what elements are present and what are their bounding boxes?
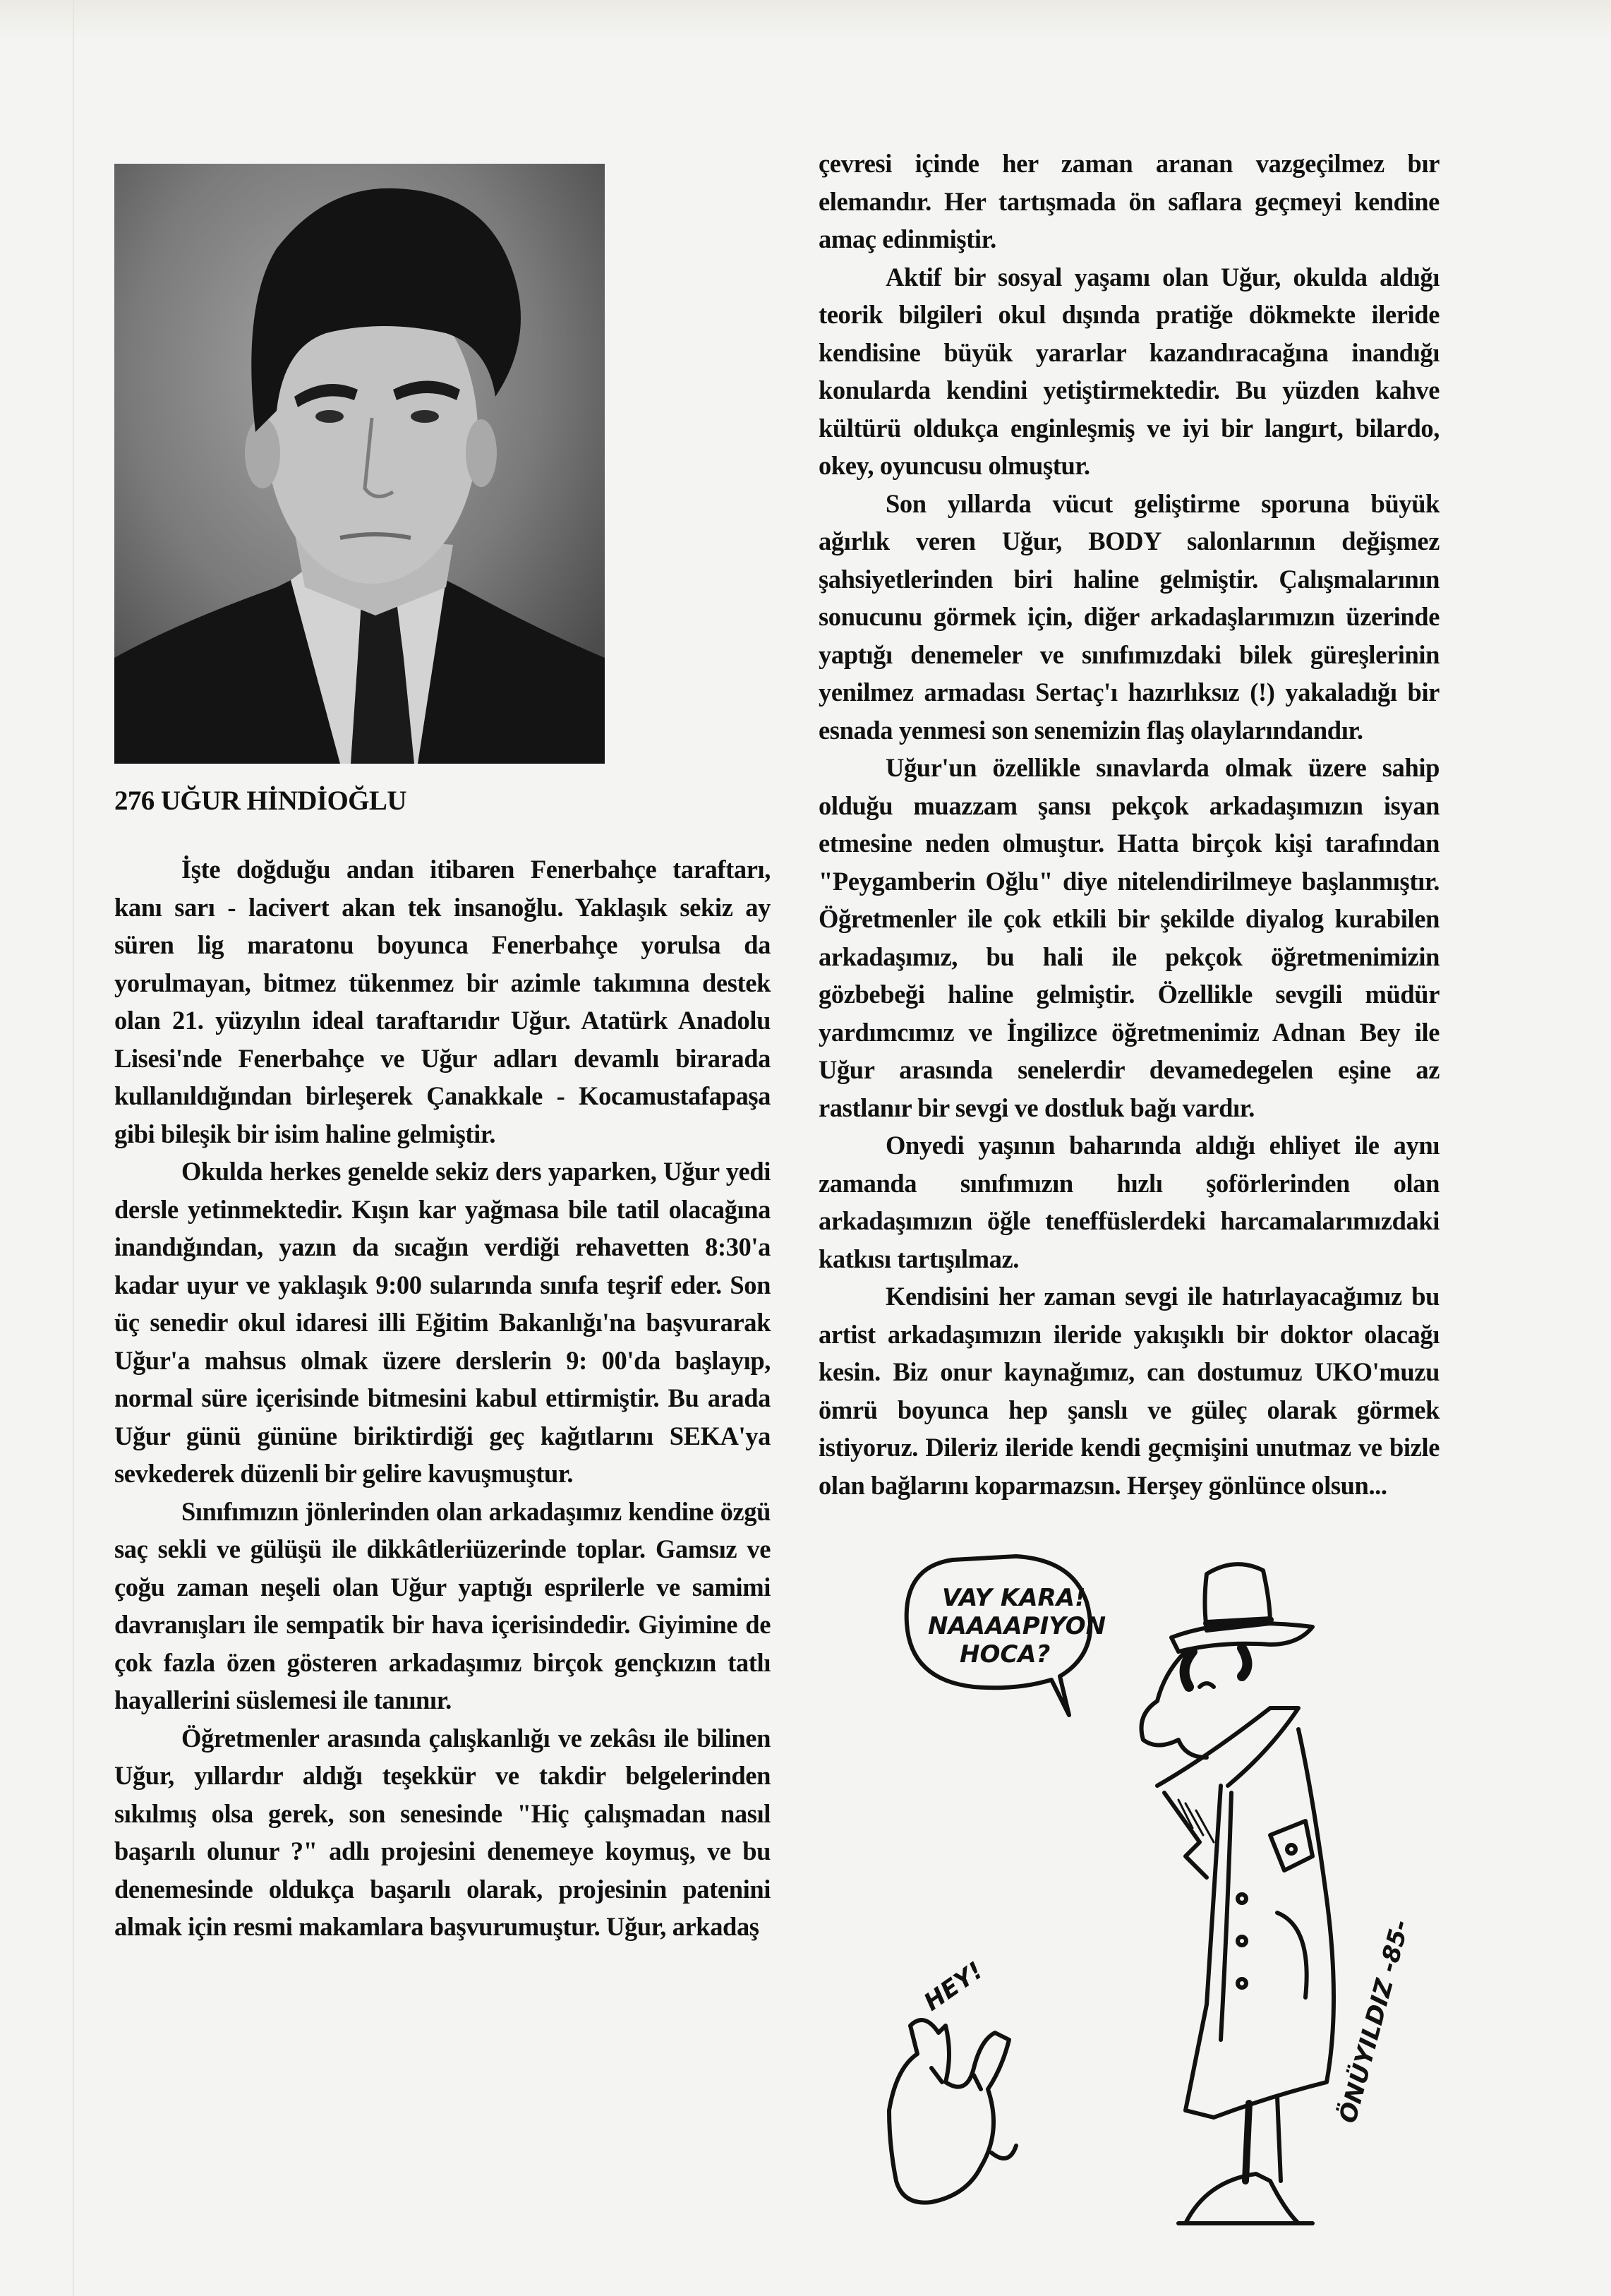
right-text-column bbox=[819, 145, 1440, 1504]
left-text-column bbox=[114, 851, 771, 1946]
page-edge-line bbox=[73, 0, 74, 2296]
paragraph: Onyedi yaşının baharında aldığı ehliyet ile aynı zamanda sınıfımızın hızlı şoförlerinden olan arkadaşımızın öğle teneffüslerdeki harcamalarımızdaki katkısı tartışılmaz. bbox=[819, 1131, 1440, 1273]
scan-top-shade bbox=[0, 0, 1611, 42]
paragraph: Öğretmenler arasında çalışkanlığı ve zekâsı ile bilinen Uğur, yıllardır aldığı teşekkür ve takdir belgelerinden sıkılmış olsa gerek, son senesinde "Hiç çalışmadan nasıl başarılı olunur ?" adlı projesini denemeye koymuş, ve bu denemesinde oldukça başarılı olarak, projesinin patenini almak için resmi makamlara başvurumuştur. Uğur, arkadaş bbox=[114, 1723, 771, 1941]
paragraph: Uğur'un özellikle sınavlarda olmak üzere sahip olduğu muazzam şansı pekçok arkadaşımızın isyan etmesine neden olmuştur. Hatta birçok kişi tarafından "Peygamberin Oğlu" diye nitelendirilmeye başlanmıştır. Öğretmenler ile çok etkili bir şekilde diyalog kurabilen arkadaşımız, bu hali ile pekçok öğretmenimizin gözbebeği haline gelmiştir. Özellikle sevgili müdür yardımcımız ve İngilizce öğretmenimiz Adnan Bey ile Uğur arasında senelerdir devamedegelen eşine az rastlanır bir sevgi ve dostluk bağı vardır. bbox=[819, 753, 1440, 1122]
paragraph: Son yıllarda vücut geliştirme sporuna büyük ağırlık veren Uğur, BODY salonlarının değişmez şahsiyetlerinden biri haline gelmiştir. Çalışmalarının sonucunu görmek için, diğer arkadaşlarımızın üzerinde yaptığı denemeler ve sınıfımızdaki bilek güreşlerinin yenilmez armadası Sertaç'ı hazırlıksız (!) yakaladığı bir esnada yenmesi son senemizin flaş olaylarındandır. bbox=[819, 488, 1440, 745]
paragraph: çevresi içinde her zaman aranan vazgeçilmez bır elemandır. Her tartışmada ön saflara geçmeyi kendine amaç edinmiştir. bbox=[819, 149, 1440, 253]
portrait-icon bbox=[114, 164, 605, 764]
dog-icon bbox=[889, 2020, 1009, 2203]
dog-exclamation: HEY! bbox=[919, 1956, 989, 2017]
paragraph: Aktif bir sosyal yaşamı olan Uğur, okulda aldığı teorik bilgileri okul dışında pratiğe dökmekte ileride kendisine büyük yararlar kazandıracağına inandığı konularda kendini yetiştirmektedir. Bu yüzden kahve kültürü oldukça enginleşmiş ve iyi bir langırt, bilardo, okey, oyuncusu olmuştur. bbox=[819, 262, 1440, 480]
bubble-line-3: HOCA? bbox=[960, 1640, 1051, 1669]
bubble-line-1: VAY KARA! bbox=[942, 1584, 1086, 1612]
student-name-heading: 276 UĞUR HİNDİOĞLU bbox=[114, 786, 406, 816]
paragraph: Kendisini her zaman sevgi ile hatırlayacağımız bu artist arkadaşımızın ileride yakışıklı bir doktor olacağı kesin. Biz onur kaynağımız, can dostumuz UKO'muzu ömrü boyunca hep şanslı ve güleç olarak görmek istiyoruz. Dileriz ileride kendi geçmişini unutmaz ve bizle olan bağlarını koparmazsın. Herşey gönlünce olsun... bbox=[819, 1282, 1440, 1500]
paragraph: İşte doğduğu andan itibaren Fenerbahçe taraftarı, kanı sarı - lacivert akan tek insanoğlu. Yaklaşık sekiz ay süren lig maratonu boyunca Fenerbahçe yorulsa da yorulmayan, bitmez tükenmez bir azimle takımına destek olan 21. yüzyılın ideal taraftarıdır Uğur. Atatürk Anadolu Lisesi'nde Fenerbahçe ve Uğur adları devamlı birarada kullanıldığından birleşerek Çanakkale - Kocamustafapaşa gibi bileşik bir isim haline gelmiştir. bbox=[114, 855, 771, 1148]
paragraph: Okulda herkes genelde sekiz ders yaparken, Uğur yedi dersle yetinmektedir. Kışın kar yağmasa bile tatil olacağına inandığından, yazın da sıcağın verdiği rehavetten 8:30'a kadar uyur ve yaklaşık 9:00 sularında sınıfa teşrif eder. Son üç senedir okul idaresi illi Eğitim Bakanlığı'na başvurarak Uğur'a mahsus olmak üzere derslerin 9: 00'da başlayıp, normal süre içerisinde bitmesini kabul ettirmiştir. Bu arada Uğur günü gününe biriktirdiği geç kağıtlarını SEKA'ya sevkederek düzenli bir gelire kavuşmuştur. bbox=[114, 1157, 771, 1488]
paragraph: Sınıfımızın jönlerinden olan arkadaşımız kendine özgü saç sekli ve gülüşü ile dikkâtleriüzerinde toplar. Gamsız ve çoğu zaman neşeli olan Uğur yaptığı esprilerle ve samimi davranışları ile sempatik bir hava içerisindedir. Giyimine de çok fazla özen gösteren arkadaşımız birçok gençkızın tatlı hayallerini süslemesi ile tanınır. bbox=[114, 1496, 771, 1714]
detective-and-dog-cartoon-icon bbox=[875, 1546, 1440, 2252]
cartoon-illustration bbox=[875, 1546, 1440, 2252]
bubble-line-2: NAAAAPIYON bbox=[928, 1612, 1106, 1640]
portrait-photo bbox=[114, 164, 605, 764]
artist-signature: ÖNÜYILDIZ -85- bbox=[1334, 1916, 1416, 2127]
